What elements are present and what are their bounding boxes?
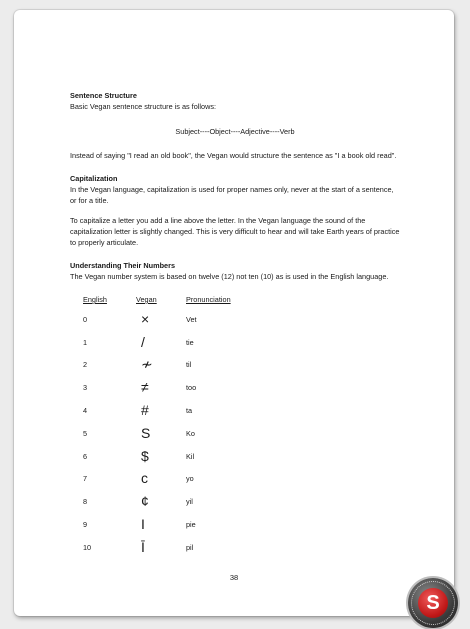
english-value: 0 bbox=[83, 314, 88, 324]
heading-sentence-structure: Sentence Structure bbox=[70, 91, 137, 100]
table-row bbox=[70, 490, 266, 513]
pronunciation-value: Ko bbox=[186, 428, 195, 438]
vegan-glyph-icon: S bbox=[141, 424, 151, 441]
capitalization-para-2: To capitalize a letter you add a line above the letter. In the Vegan language the sound of the capitalization letter is slightly changed. This is very difficult to hear and will take Earth years of practice to properly articulate. bbox=[70, 216, 400, 247]
english-value: 6 bbox=[83, 451, 88, 461]
english-value: 1 bbox=[83, 337, 88, 347]
english-value: 4 bbox=[83, 406, 88, 416]
sentence-example: Instead of saying "I read an old book", the Vegan would structure the sentence as "I a book old read". bbox=[70, 151, 397, 160]
pronunciation-value: too bbox=[186, 383, 197, 393]
table-row bbox=[70, 445, 266, 468]
english-value: 9 bbox=[83, 520, 88, 530]
english-value: 8 bbox=[83, 497, 88, 507]
table-row bbox=[70, 354, 266, 377]
vegan-glyph-icon: c bbox=[141, 470, 148, 487]
table-row bbox=[70, 376, 266, 399]
numbers-header-row bbox=[70, 294, 266, 308]
table-row bbox=[70, 536, 266, 559]
watermark-badge-icon bbox=[408, 578, 458, 628]
page-content bbox=[70, 90, 400, 559]
col-header-english: English bbox=[83, 295, 107, 304]
capitalization-para-1: In the Vegan language, capitalization is used for proper names only, never at the start of a sentence, or for a title. bbox=[70, 185, 394, 205]
table-row bbox=[70, 422, 266, 445]
vegan-glyph-icon: I bbox=[141, 516, 145, 533]
vegan-glyph-icon: / bbox=[141, 333, 145, 350]
pronunciation-value: tie bbox=[186, 337, 194, 347]
numbers-intro: The Vegan number system is based on twelve (12) not ten (10) as is used in the English language. bbox=[70, 272, 389, 281]
badge-letter: S bbox=[418, 588, 448, 618]
vegan-glyph-icon: $ bbox=[141, 447, 149, 464]
pronunciation-value: til bbox=[186, 360, 192, 370]
vegan-glyph-icon: # bbox=[141, 402, 149, 419]
document-page bbox=[14, 10, 454, 616]
col-header-vegan: Vegan bbox=[136, 295, 157, 304]
page-number: 38 bbox=[229, 573, 239, 582]
english-value: 2 bbox=[83, 360, 88, 370]
heading-numbers: Understanding Their Numbers bbox=[70, 261, 176, 270]
numbers-table bbox=[70, 294, 266, 559]
vegan-glyph-icon: ≁ bbox=[141, 356, 153, 373]
vegan-glyph-icon: × bbox=[141, 310, 150, 327]
pronunciation-value: ta bbox=[186, 406, 193, 416]
table-row bbox=[70, 468, 266, 491]
heading-capitalization: Capitalization bbox=[70, 174, 118, 183]
pronunciation-value: yil bbox=[186, 497, 193, 507]
sentence-formula: Subject----Object----Adjective----Verb bbox=[175, 127, 295, 136]
pronunciation-value: Vet bbox=[186, 314, 197, 324]
vegan-glyph-icon: ≠ bbox=[141, 379, 149, 396]
pronunciation-value: pie bbox=[186, 520, 196, 530]
table-row bbox=[70, 399, 266, 422]
table-row bbox=[70, 513, 266, 536]
sentence-structure-intro: Basic Vegan sentence structure is as follows: bbox=[70, 102, 217, 111]
pronunciation-value: yo bbox=[186, 474, 194, 484]
pronunciation-value: Kil bbox=[186, 451, 195, 461]
table-row bbox=[70, 308, 266, 331]
english-value: 10 bbox=[83, 542, 92, 552]
pronunciation-value: pil bbox=[186, 542, 194, 552]
col-header-pronunciation: Pronunciation bbox=[186, 295, 231, 304]
table-row bbox=[70, 331, 266, 354]
vegan-glyph-icon: ¢ bbox=[141, 493, 149, 510]
vegan-glyph-icon: Ī bbox=[141, 538, 145, 555]
english-value: 3 bbox=[83, 383, 88, 393]
english-value: 7 bbox=[83, 474, 88, 484]
english-value: 5 bbox=[83, 428, 88, 438]
